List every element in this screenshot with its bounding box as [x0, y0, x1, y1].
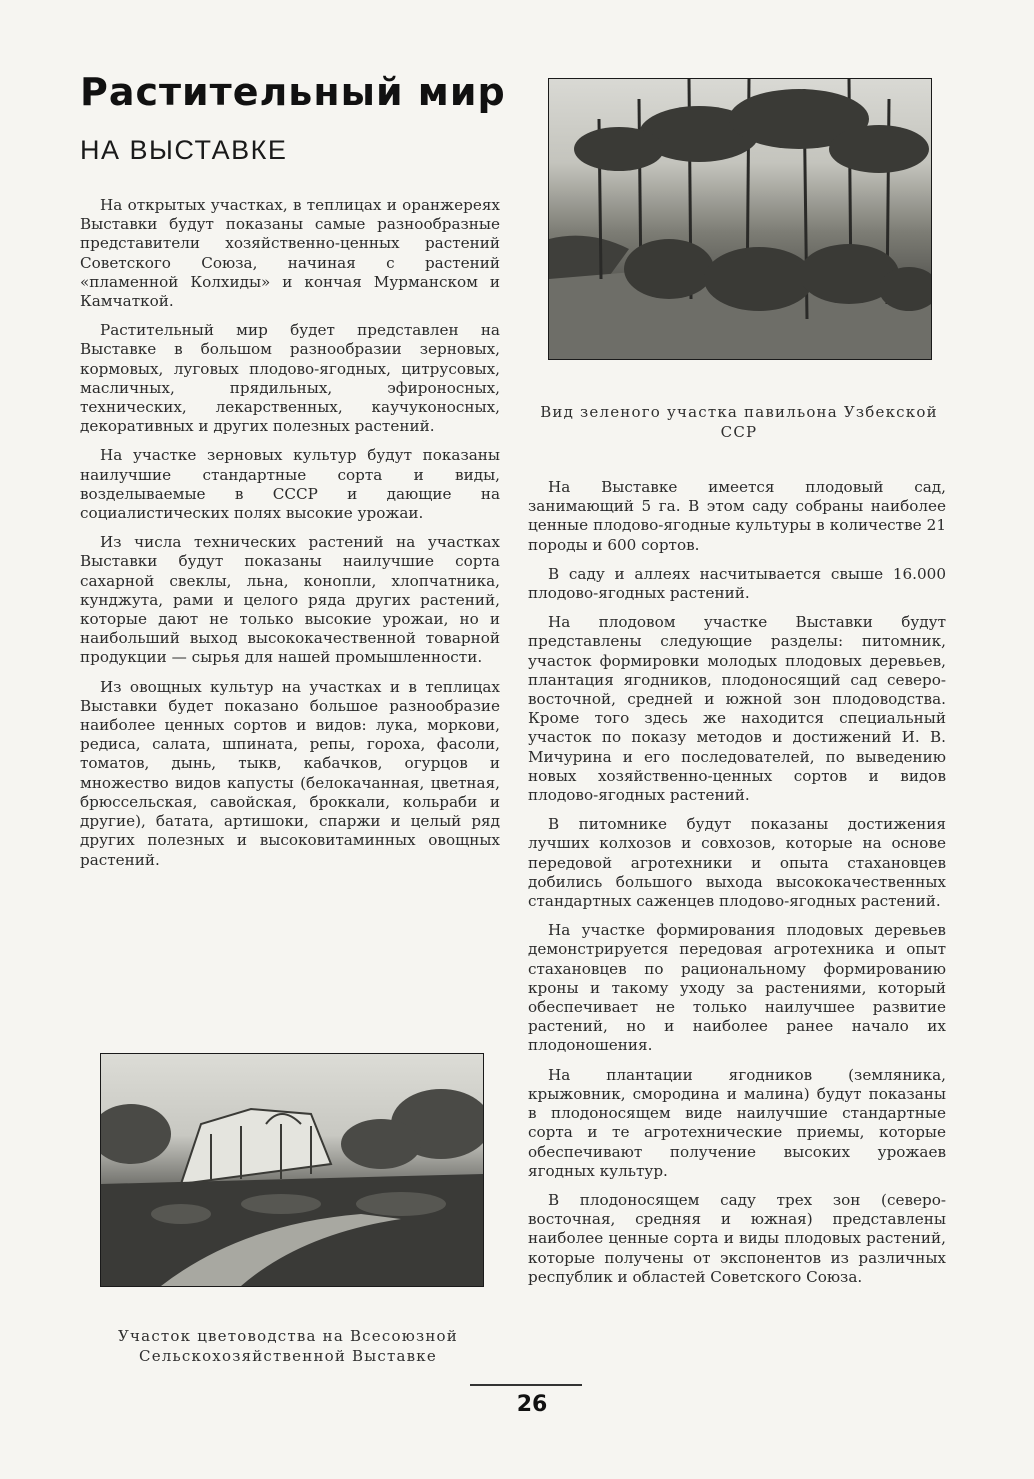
right-text-column	[528, 478, 946, 1297]
paragraph: На участке формирования плодовых деревьев демонстрируется передовая агротехника и опыт стахановцев по рациональному формированию кроны и такому уходу за растениями, который обеспечивает не только наилучшее развитие растений, но и наиболее ранее начало их плодоношения.	[528, 921, 946, 1055]
page-subtitle: НА ВЫСТАВКЕ	[80, 135, 288, 165]
paragraph: На плантации ягодников (земляника, крыжовник, смородина и малина) будут показаны в плодоносящем виде наилучшие стандартные сорта и те агротехнические приемы, которые обеспечивают получение высоких урожаев ягодных культур.	[528, 1065, 946, 1180]
paragraph: На плодовом участке Выставки будут представлены следующие разделы: питомник, участок формировки молодых плодовых деревьев, плантация ягодников, плодоносящий сад северо-восточной, средней и южной зон плодоводства. Кроме того здесь же находится специальный участок по показу методов и достижений И. В. Мичурина и его последователей, по выведению новых хозяйственно-ценных сортов и видов плодово-ягодных растений.	[528, 613, 946, 805]
paragraph: Из числа технических растений на участках Выставки будут показаны наилучшие сорта сахарной свеклы, льна, конопли, хлопчатника, кунджута, рами и целого ряда других растений, которые дают не только высокие урожаи, но и наибольший выход высококачественной товарной продукции — сырья для нашей промышленности.	[80, 533, 500, 667]
paragraph: Из овощных культур на участках и в теплицах Выставки будет показано большое разнообразие наиболее ценных сортов и видов: лука, моркови, редиса, салата, шпината, репы, гороха, фасоли, томатов, дынь, тыкв, кабачков, огурцов и множество видов капусты (белокачанная, цветная, брюссельская, савойская, броккали, кольраби и другие), батата, артишоки, спаржи и целый ряд других полезных и высоковитаминных овощных растений.	[80, 677, 500, 869]
paragraph: На Выставке имеется плодовый сад, занимающий 5 га. В этом саду собраны наиболее ценные плодово-ягодные культуры в количестве 21 породы и 600 сортов.	[528, 478, 946, 554]
uzbek-pavilion-garden-photo	[548, 78, 932, 360]
page-number: 26	[516, 1392, 548, 1417]
top-photo-caption: Вид зеленого участка павильона Узбекской ССР	[540, 403, 938, 441]
paragraph: Растительный мир будет представлен на Выставке в большом разнообразии зерновых, кормовых, луговых плодово-ягодных, цитрусовых, масличных, прядильных, эфироносных, технических, лекарственных, каучуконосных, декоративных и других полезных растений.	[80, 321, 500, 436]
paragraph: На участке зерновых культур будут показаны наилучшие стандартные сорта и виды, возделываемые в СССР и дающие на социалистических полях высокие урожаи.	[80, 446, 500, 523]
floriculture-plot-photo	[100, 1053, 484, 1287]
page-number-rule	[470, 1384, 582, 1386]
paragraph: В плодоносящем саду трех зон (северо-восточная, средняя и южная) представлены наиболее ценные сорта и виды плодовых растений, которые получены от экспонентов из различных республик и областей Советского Союза.	[528, 1190, 946, 1286]
page-title: Растительный мир	[80, 70, 506, 114]
paragraph: В питомнике будут показаны достижения лучших колхозов и совхозов, которые на основе передовой агротехники и опыта стахановцев добились большого выхода высококачественных стандартных саженцев плодово-ягодных растений.	[528, 815, 946, 911]
paragraph: На открытых участках, в теплицах и оранжереях Выставки будут показаны самые разнообразные представители хозяйственно-ценных растений Советского Союза, начиная с растений «пламенной Колхиды» и кончая Мурманском и Камчаткой.	[80, 196, 500, 311]
paragraph: В саду и аллеях насчитывается свыше 16.000 плодово-ягодных растений.	[528, 564, 946, 603]
bottom-photo-caption: Участок цветоводства на Всесоюзной Сельскохозяйственной Выставке	[118, 1327, 458, 1365]
left-text-column	[80, 196, 500, 880]
